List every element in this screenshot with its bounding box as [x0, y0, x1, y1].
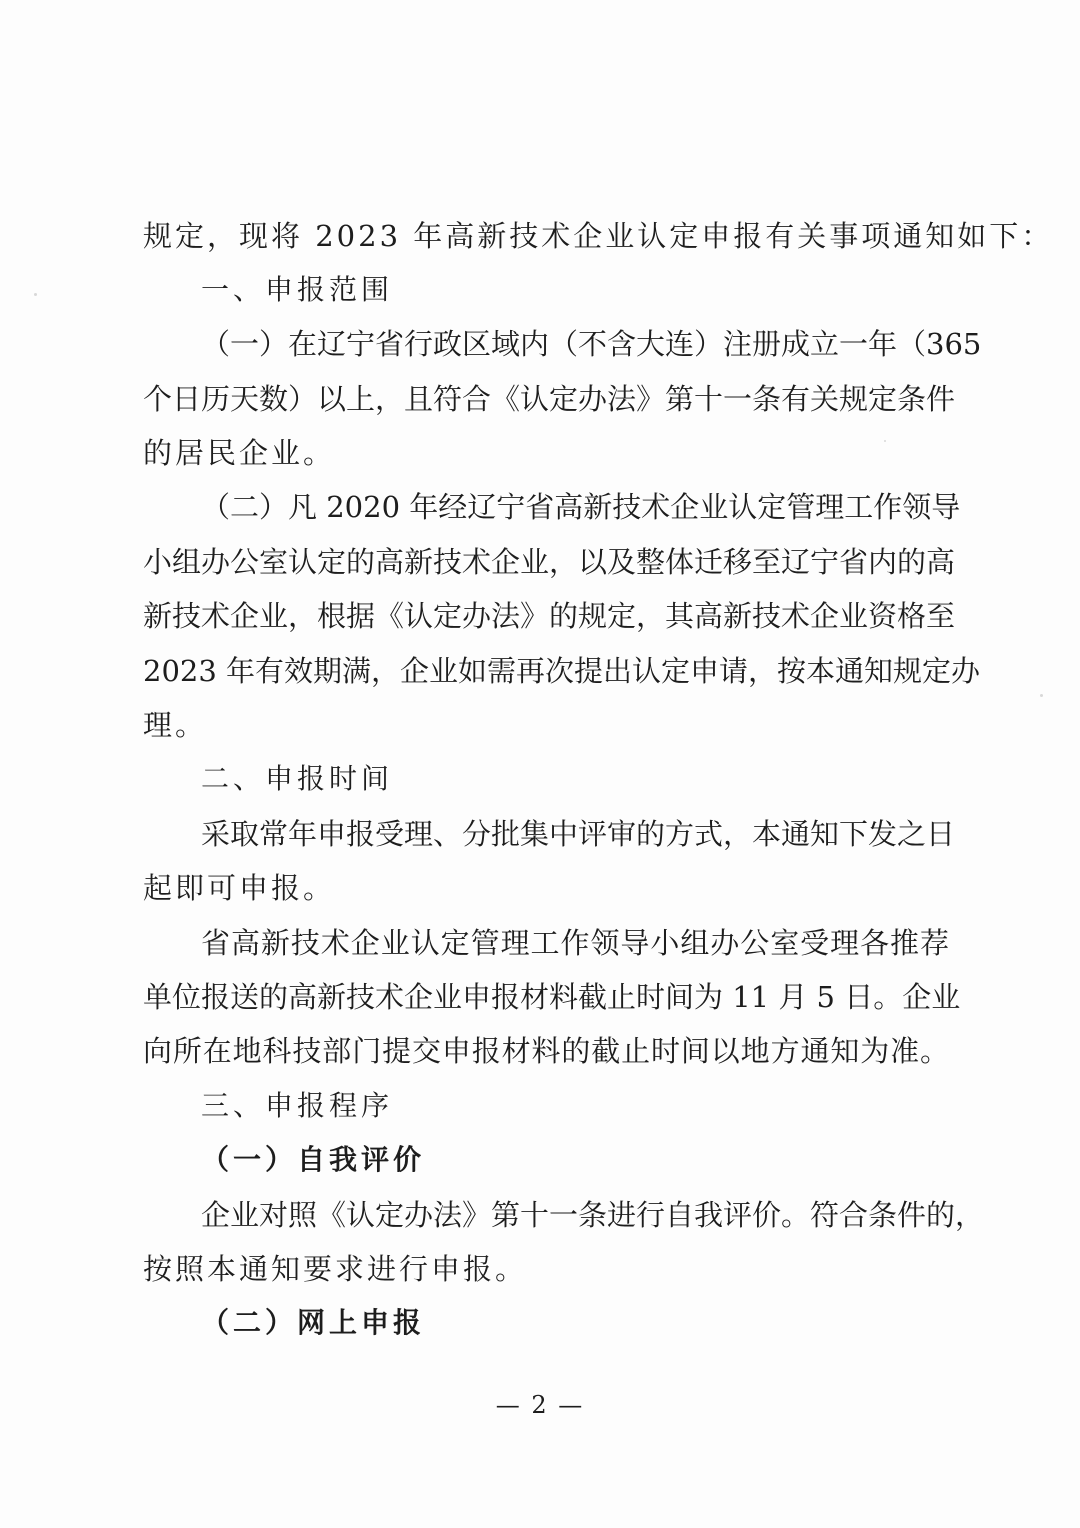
- body-text-line: （二）凡 2020 年经辽宁省高新技术企业认定管理工作领导: [201, 490, 961, 524]
- body-text-line: 向所在地科技部门提交申报材料的截止时间以地方通知为准。: [143, 1034, 949, 1068]
- body-text-line: 理。: [143, 708, 208, 742]
- body-text-line: 小组办公室认定的高新技术企业，以及整体迁移至辽宁省内的高: [143, 545, 956, 579]
- body-text-line: 企业对照《认定办法》第十一条进行自我评价。符合条件的，: [201, 1198, 985, 1232]
- body-text-line: 2023 年有效期满，企业如需再次提出认定申请，按本通知规定办: [143, 654, 981, 688]
- subsection-heading-online-application: （二）网上申报: [201, 1306, 426, 1339]
- body-text-line: 规定，现将 2023 年高新技术企业认定申报有关事项通知如下：: [143, 219, 1054, 253]
- subsection-heading-self-evaluation: （一）自我评价: [201, 1143, 426, 1176]
- body-text-line: 新技术企业，根据《认定办法》的规定，其高新技术企业资格至: [143, 599, 956, 633]
- body-text-line: 单位报送的高新技术企业申报材料截止时间为 11 月 5 日。企业: [143, 980, 961, 1014]
- section-heading-scope: 一、申报范围: [201, 273, 394, 306]
- body-text-line: 省高新技术企业认定管理工作领导小组办公室受理各推荐: [201, 926, 949, 960]
- body-text-line: （一）在辽宁省行政区域内（不含大连）注册成立一年（365: [201, 327, 982, 361]
- body-text-line: 的居民企业。: [143, 436, 336, 470]
- body-text-line: 采取常年申报受理、分批集中评审的方式，本通知下发之日: [201, 817, 956, 851]
- page-number: — 2 —: [495, 1391, 585, 1419]
- section-heading-procedure: 三、申报程序: [201, 1089, 394, 1122]
- body-text-line: 起即可申报。: [143, 871, 336, 905]
- scan-speck: [884, 440, 886, 442]
- scan-speck: [34, 293, 37, 296]
- section-heading-time: 二、申报时间: [201, 762, 394, 795]
- scan-speck: [1040, 694, 1043, 697]
- body-text-line: 个日历天数）以上，且符合《认定办法》第十一条有关规定条件: [143, 382, 956, 416]
- body-text-line: 按照本通知要求进行申报。: [143, 1252, 528, 1286]
